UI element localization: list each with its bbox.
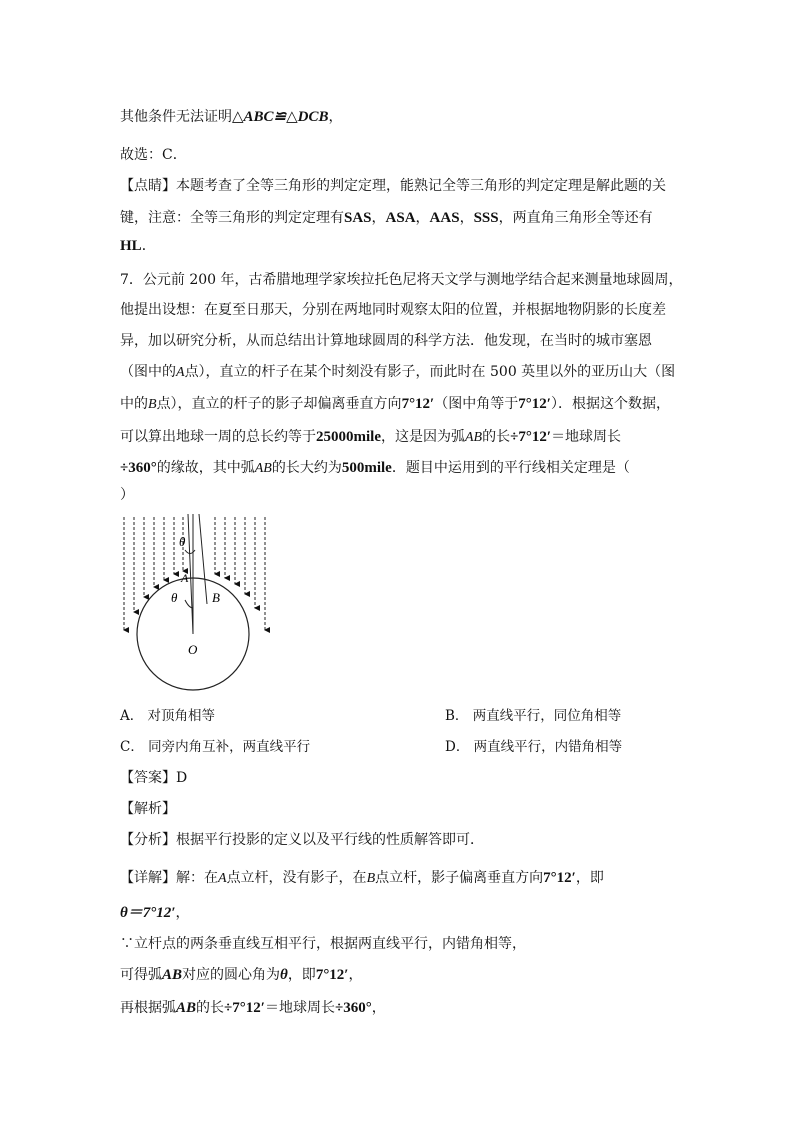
math-division: ÷360° bbox=[120, 460, 157, 476]
math-sss: SSS bbox=[473, 210, 499, 226]
answer-value: D bbox=[176, 770, 188, 786]
text: ， bbox=[415, 210, 430, 226]
text: ，两直角三角形全等还有 bbox=[498, 210, 653, 226]
question-line-8 bbox=[120, 485, 134, 505]
option-d: D． 两直线平行，内错角相等 bbox=[445, 739, 623, 755]
math-theta-equation: θ＝7°12′ bbox=[120, 905, 176, 921]
math-angle: 7°12′ bbox=[518, 396, 551, 412]
theta-label-top: θ bbox=[179, 534, 186, 549]
point-b-label: B bbox=[212, 590, 220, 605]
point-a-label: A bbox=[181, 571, 189, 585]
detail-line-4 bbox=[120, 965, 363, 985]
text: 点立杆，影子偏离垂直方向 bbox=[375, 870, 544, 886]
math-aas: AAS bbox=[429, 210, 460, 226]
math-congruence: △ABC≌△DCB bbox=[232, 109, 329, 125]
math-angle: 7°12′ bbox=[543, 870, 576, 886]
theta-label-bottom: θ bbox=[171, 590, 178, 605]
text: 键，注意：全等三角形的判定定理有 bbox=[120, 210, 344, 226]
earth-figure bbox=[115, 512, 275, 692]
dianjing-line-2 bbox=[120, 208, 653, 228]
answer-tag: 【答案】 bbox=[120, 770, 176, 786]
math-hl: HL bbox=[120, 238, 142, 254]
text: 的缘故，其中弧 bbox=[156, 460, 255, 476]
text: ＝地球周长 bbox=[264, 1000, 335, 1016]
text: ， bbox=[459, 210, 474, 226]
text: 本题考查了全等三角形的判定定理，能熟记全等三角形的判定定理是解此题的关 bbox=[176, 178, 666, 194]
text: 的长 bbox=[196, 1000, 225, 1016]
arc-ab-ref: AB bbox=[465, 430, 483, 445]
dianjing-line-3 bbox=[120, 236, 156, 256]
math-sas: SAS bbox=[344, 210, 372, 226]
text: 可以算出地球一周的总长约等于 bbox=[120, 429, 316, 445]
text: （图中的 bbox=[120, 364, 176, 380]
answer-line bbox=[120, 768, 187, 788]
text: ， bbox=[371, 1000, 386, 1016]
analysis-line bbox=[120, 830, 484, 850]
text: ，即 bbox=[575, 870, 604, 886]
pole-line-b bbox=[199, 514, 207, 604]
math-angle: 7°12′ bbox=[401, 396, 435, 412]
point-b-ref: B bbox=[148, 397, 157, 412]
detail-line-5 bbox=[120, 998, 386, 1018]
text: ＝地球周长 bbox=[551, 429, 622, 445]
question-line-3 bbox=[120, 331, 652, 351]
text: ）．根据这个数据， bbox=[551, 396, 670, 412]
text: 点），直立的杆子在某个时刻没有影子，而此时在 500 英里以外的亚历山大（图 bbox=[184, 364, 676, 380]
question-line-2 bbox=[120, 300, 666, 320]
point-a-ref: A bbox=[218, 871, 227, 886]
text: ． bbox=[141, 238, 156, 254]
text: 解：在 bbox=[176, 870, 218, 886]
text: ．题目中运用到的平行线相关定理是（ bbox=[391, 460, 630, 476]
prev-conclusion-line bbox=[120, 107, 343, 127]
dianjing-line-1 bbox=[120, 176, 666, 196]
sun-rays-right bbox=[215, 517, 265, 630]
text: 点立杆，没有影子，在 bbox=[226, 870, 367, 886]
text: 点），直立的杆子的影子却偏离垂直方向 bbox=[156, 396, 402, 412]
text: ， bbox=[348, 967, 363, 983]
point-a-ref: A bbox=[176, 365, 185, 380]
text: 中的 bbox=[120, 396, 148, 412]
text: 根据平行投影的定义以及平行线的性质解答即可． bbox=[176, 832, 484, 848]
text: 他提出设想：在夏至日那天，分别在两地同时观察太阳的位置，并根据地物阴影的长度差 bbox=[120, 302, 666, 318]
option-c: C． 同旁内角互补，两直线平行 bbox=[120, 739, 311, 755]
text: 7．公元前 200 年，古希腊地理学家埃拉托色尼将天文学与测地学结合起来测量地球圆周， bbox=[120, 272, 683, 288]
dianjing-tag: 【点睛】 bbox=[120, 178, 176, 194]
text: 故选：C． bbox=[120, 147, 187, 163]
text: ∵立杆点的两条垂直线互相平行，根据两直线平行，内错角相等， bbox=[120, 936, 526, 952]
question-line-4 bbox=[120, 362, 675, 383]
option-b: B． 两直线平行，同位角相等 bbox=[445, 708, 622, 724]
jiexi-tag: 【解析】 bbox=[120, 801, 176, 817]
option-a: A． 对顶角相等 bbox=[120, 708, 216, 724]
text: 对应的圆心角为 bbox=[182, 967, 281, 983]
math-miles: 25000mile bbox=[316, 429, 381, 445]
question-line-6 bbox=[120, 427, 621, 448]
text: ，即 bbox=[287, 967, 316, 983]
prev-choice-line bbox=[120, 145, 187, 165]
detail-line-3 bbox=[120, 934, 526, 954]
arc-ab-ref: AB bbox=[162, 967, 183, 983]
text: ） bbox=[120, 487, 134, 503]
text: ， bbox=[371, 210, 386, 226]
math-theta: θ bbox=[280, 967, 288, 983]
math-division: ÷7°12′ bbox=[510, 429, 552, 445]
detail-line-1 bbox=[120, 868, 604, 889]
question-line-5 bbox=[120, 394, 670, 415]
detail-line-2 bbox=[120, 903, 190, 923]
math-division: ÷7°12′ bbox=[224, 1000, 265, 1016]
detail-tag: 【详解】 bbox=[120, 870, 176, 886]
text: 的长 bbox=[482, 429, 511, 445]
math-division: ÷360° bbox=[334, 1000, 372, 1016]
sun-rays-left bbox=[124, 517, 183, 630]
text: 的长大约为 bbox=[271, 460, 342, 476]
text: ，这是因为弧 bbox=[381, 429, 465, 445]
point-o-label: O bbox=[188, 642, 198, 657]
math-miles: 500mile bbox=[341, 460, 392, 476]
analysis-tag: 【分析】 bbox=[120, 832, 176, 848]
arc-ab-ref: AB bbox=[176, 1000, 197, 1016]
jiexi-line bbox=[120, 799, 176, 819]
math-asa: ASA bbox=[385, 210, 416, 226]
text: ， bbox=[328, 109, 343, 125]
pole-line-b-ray bbox=[188, 514, 193, 634]
text: ， bbox=[175, 905, 190, 921]
math-angle: 7°12′ bbox=[315, 967, 349, 983]
question-line-1 bbox=[120, 270, 683, 290]
text: 再根据弧 bbox=[120, 1000, 176, 1016]
text: 其他条件无法证明 bbox=[120, 109, 232, 125]
text: 异，加以研究分析，从而总结出计算地球圆周的科学方法．他发现，在当时的城市塞恩 bbox=[120, 333, 652, 349]
arc-ab-ref: AB bbox=[254, 461, 272, 476]
text: 可得弧 bbox=[120, 967, 162, 983]
text: （图中角等于 bbox=[434, 396, 519, 412]
point-b-ref: B bbox=[366, 871, 376, 886]
question-line-7 bbox=[120, 458, 630, 479]
